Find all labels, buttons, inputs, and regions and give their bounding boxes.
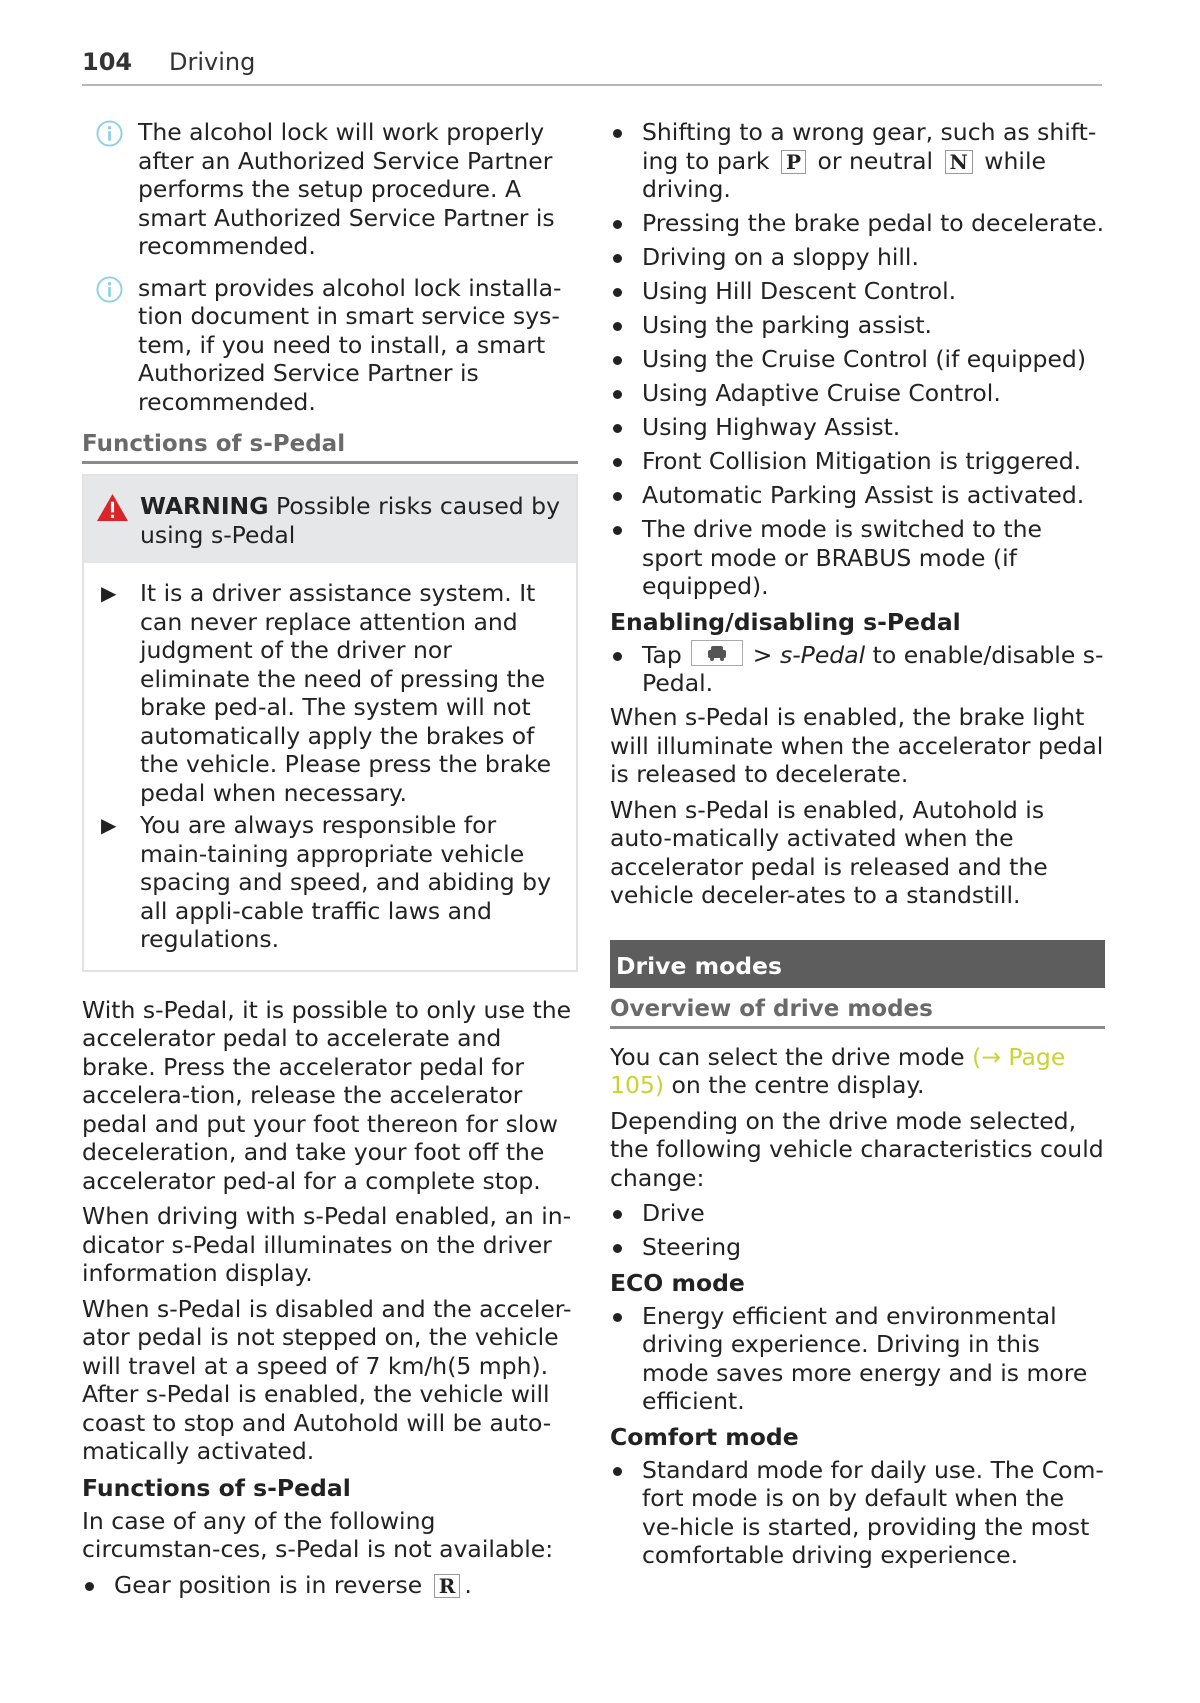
body-paragraph: When s-Pedal is disabled and the acceler-ator pedal is not stepped on, the vehicle will travel at a speed of 7 km/h(5 mph). After s-Pedal is enabled, the vehicle will coast to stop and Autohold will be auto-matically activated.: [82, 1294, 572, 1465]
list-item: [610, 481, 1105, 510]
list-item: [610, 118, 1105, 204]
chapter-title: Driving: [169, 48, 256, 76]
info-note: [82, 274, 578, 417]
list-item-text: Steering: [642, 1233, 742, 1261]
reverse-end: .: [464, 1570, 472, 1599]
shift-text-c: while driving.: [642, 146, 1046, 203]
bullet-dot: [613, 1244, 622, 1253]
comfort-heading: Comfort mode: [610, 1422, 799, 1451]
bullet-dot: [613, 1467, 622, 1476]
overview-heading: Overview of drive modes: [610, 988, 1105, 1029]
bullet-dot: [613, 1313, 622, 1322]
body-paragraph: With s-Pedal, it is possible to only use the accelerator pedal to accelerate and brake. Press the accelerator pedal for accelera-tion, release the accelerator pedal and put your foot thereon for slow deceleration, and take your foot off the accelerator ped-al for a complete stop.: [82, 995, 572, 1195]
page-link[interactable]: (→ Page 105): [610, 1042, 1066, 1099]
bullet-dot: [613, 1210, 622, 1219]
bullet-dot: [613, 424, 622, 433]
list-item-text: The drive mode is switched to the sport mode or BRABUS mode (if equipped).: [642, 515, 1042, 600]
list-item-text: Front Collision Mitigation is triggered.: [642, 447, 1082, 475]
gear-p-badge: P: [781, 150, 806, 174]
bullet-dot: [613, 652, 622, 661]
enable-heading: Enabling/disabling s-Pedal: [610, 607, 961, 636]
bullet-dot: [613, 322, 622, 331]
bullet-dot: [613, 254, 622, 263]
info-icon: [96, 276, 123, 303]
list-item-text: Standard mode for daily use. The Com-fort mode is on by default when the ve-hicle is started, providing the most comfortable driving experience.: [642, 1455, 1104, 1569]
select-text-a: You can select the drive mode: [610, 1042, 965, 1071]
warning-item-text: You are always responsible for main-taining appropriate vehicle spacing and speed, and abiding by all appli-cable traffic laws and regulations.: [140, 811, 551, 953]
bullet-dot: [613, 220, 622, 229]
list-item-text: Using Hill Descent Control.: [642, 277, 957, 305]
list-item: [610, 1302, 1105, 1416]
bullet-dot: [613, 356, 622, 365]
page-header: [82, 44, 1102, 86]
left-column: [82, 118, 578, 1605]
list-item: [610, 641, 1105, 698]
page-number: 104: [82, 48, 133, 76]
list-item-text: Pressing the brake pedal to decelerate.: [642, 209, 1105, 237]
info-icon: [96, 120, 123, 147]
list-item: [610, 345, 1105, 374]
bullet-dot: [613, 492, 622, 501]
right-column: [610, 118, 1105, 1575]
warning-triangle-icon: [96, 493, 129, 522]
warning-item: [98, 811, 564, 954]
list-item: [610, 277, 1105, 306]
bullet-dot: [613, 458, 622, 467]
body-paragraph: When s-Pedal is enabled, the brake light will illuminate when the accelerator pedal is released to decelerate.: [610, 703, 1104, 788]
info-note-text: smart provides alcohol lock installa-tion document in smart service sys-tem, if you need to install, a smart Authorized Service Partner is recommended.: [138, 273, 562, 416]
warning-body: [84, 563, 576, 970]
list-item-text: Using Adaptive Cruise Control.: [642, 379, 1001, 407]
section-heading: Functions of s-Pedal: [82, 429, 578, 464]
reverse-text: Gear position is in reverse: [114, 1570, 423, 1599]
bullet-dot: [85, 1582, 94, 1591]
bullet-dot: [613, 390, 622, 399]
functions-intro: In case of any of the following circumstan-ces, s-Pedal is not available:: [82, 1506, 554, 1563]
warning-label: WARNING: [140, 492, 269, 520]
shift-text-a: Shifting to a wrong gear, such as shift-ing to park: [642, 118, 1097, 175]
warning-header: [84, 476, 576, 563]
warning-box: [82, 474, 578, 972]
shift-text-b: or neutral: [817, 146, 934, 175]
select-paragraph: [610, 1043, 1105, 1100]
functions-heading: Functions of s-Pedal: [82, 1473, 351, 1502]
list-item: [610, 243, 1105, 272]
select-text-b: on the centre display.: [671, 1071, 925, 1099]
list-item: [610, 311, 1105, 340]
list-item-text: Drive: [642, 1199, 705, 1227]
arrow-bullet-icon: ▶: [101, 813, 117, 837]
gear-r-badge: R: [434, 1574, 461, 1598]
list-item-text: Using the parking assist.: [642, 311, 933, 339]
chevron-right-icon: >: [752, 640, 773, 669]
list-item: [610, 1233, 1105, 1262]
depending-paragraph: Depending on the drive mode selected, the following vehicle characteristics could change:: [610, 1106, 1104, 1192]
info-note: [82, 118, 578, 261]
warning-item: [98, 579, 564, 807]
list-item: [610, 1456, 1105, 1570]
info-note-text: The alcohol lock will work properly after an Authorized Service Partner performs the setup procedure. A smart Authorized Service Partner is recommended.: [138, 118, 555, 260]
tap-word: Tap: [642, 640, 682, 669]
s-pedal-menu-label: s-Pedal: [779, 640, 866, 669]
bullet-dot: [613, 526, 622, 535]
list-item: [82, 1571, 578, 1600]
list-item: [610, 413, 1105, 442]
list-item-text: Using the Cruise Control (if equipped): [642, 345, 1086, 373]
tap-rest: to enable/disable s-Pedal.: [642, 640, 1104, 697]
list-item: [610, 515, 1105, 601]
list-item-text: Energy efficient and environmental driving experience. Driving in this mode saves more energy and is more efficient.: [642, 1301, 1088, 1415]
body-paragraph: When s-Pedal is enabled, Autohold is auto-matically activated when the accelerator pedal is released and the vehicle deceler-ates to a standstill.: [610, 795, 1048, 909]
list-item: [610, 447, 1105, 476]
list-item-text: Automatic Parking Assist is activated.: [642, 481, 1085, 509]
warning-title: Possible risks caused by using s-Pedal: [140, 492, 560, 549]
list-item: [610, 209, 1105, 238]
warning-item-text: It is a driver assistance system. It can never replace attention and judgment of the driver nor eliminate the need of pressing the brake ped-al. The system will not automatically apply the brakes of the vehicle. Please press the brake pedal when necessary.: [140, 579, 552, 807]
bullet-dot: [613, 129, 622, 138]
list-item-text: Driving on a sloppy hill.: [642, 243, 919, 271]
drive-modes-bar: Drive modes: [610, 940, 1105, 988]
eco-heading: ECO mode: [610, 1268, 745, 1297]
body-paragraph: When driving with s-Pedal enabled, an in-dicator s-Pedal illuminates on the driver information display.: [82, 1202, 572, 1287]
vehicle-settings-icon: [691, 640, 743, 666]
gear-n-badge: N: [945, 150, 973, 174]
bullet-dot: [613, 288, 622, 297]
list-item: [610, 379, 1105, 408]
list-item-text: Using Highway Assist.: [642, 413, 901, 441]
list-item: [610, 1199, 1105, 1228]
arrow-bullet-icon: ▶: [101, 581, 117, 605]
